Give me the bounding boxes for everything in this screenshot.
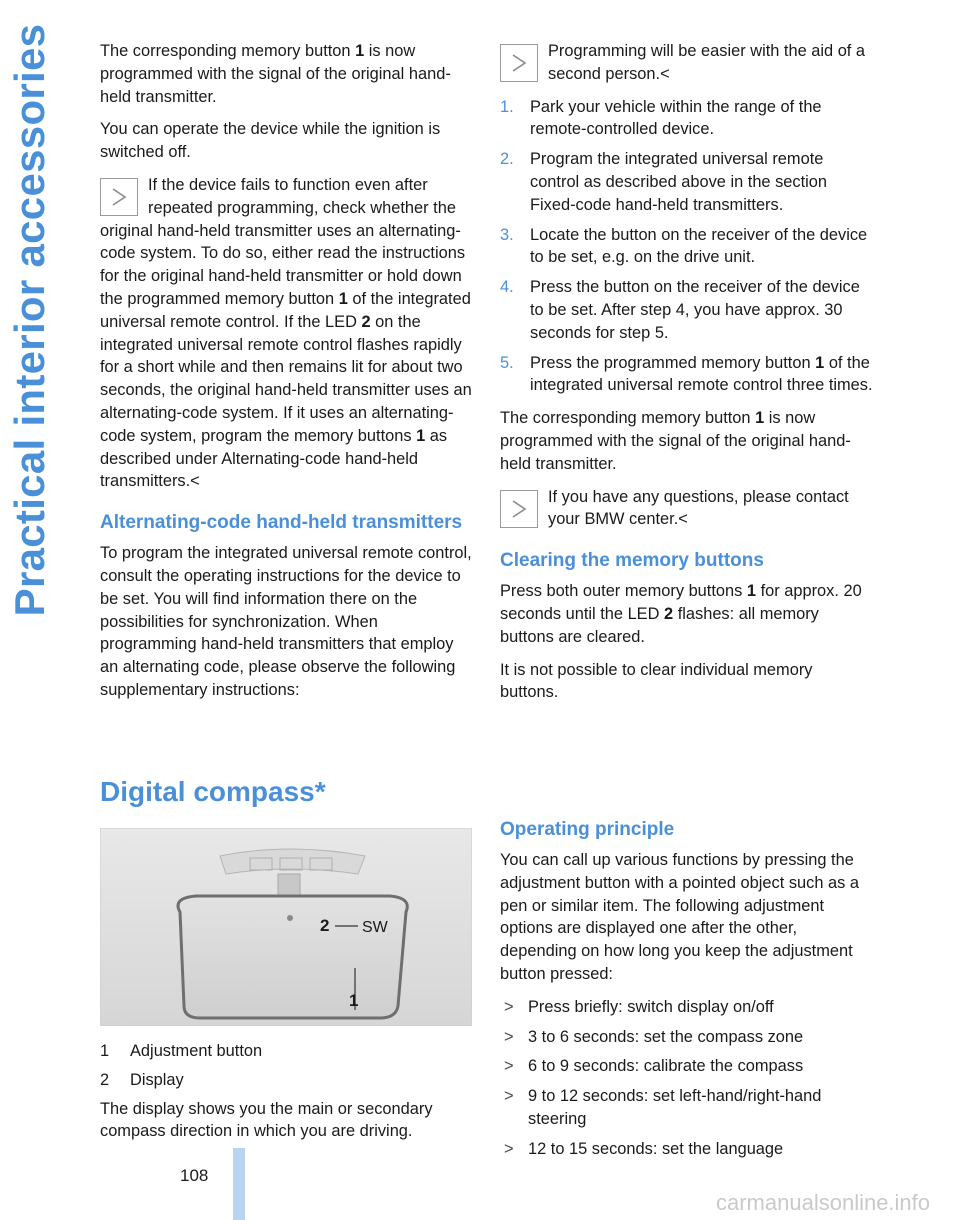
figure-caption: The display shows you the main or secondary compass direction in which you are driving.	[100, 1099, 433, 1141]
figure-label-1: 1	[349, 991, 359, 1010]
step-item: 3. Locate the button on the receiver of the device to be set, e.g. on the drive unit.	[500, 225, 868, 267]
option-item: > 6 to 9 seconds: calibrate the compass	[504, 1057, 804, 1076]
heading-alternating-code: Alternating-code hand-held transmitters	[100, 512, 463, 534]
note-second-person: Programming will be easier with the aid of a second person.<	[500, 40, 874, 86]
figure-display-text: SW	[362, 919, 388, 936]
paragraph-programmed: The corresponding memory button 1 is now programmed with the signal of the original hand-held transmitter.	[100, 42, 451, 106]
page-bar	[233, 1148, 245, 1220]
option-item: > 12 to 15 seconds: set the language	[504, 1139, 784, 1158]
figure-legend	[100, 1040, 472, 1143]
programming-steps	[500, 96, 874, 398]
side-title	[2, 23, 58, 617]
heading-digital-compass: Digital compass*	[100, 776, 326, 807]
paragraph-alternating-instructions: To program the integrated universal remote control, consult the operating instructions for the device to be set. You will find information there on the possibilities for synchronization. When programming hand-held transmitters that employ an alternating code, please observe the following supplementary instructions:	[100, 544, 472, 699]
step-item: 2. Program the integrated universal remote control as described above in the section Fixed-code hand-held transmitters.	[500, 150, 828, 214]
paragraph-ignition: You can operate the device while the ignition is switched off.	[100, 120, 441, 162]
heading-clearing: Clearing the memory buttons	[500, 550, 764, 572]
paragraph-clear-individual: It is not possible to clear individual memory buttons.	[500, 660, 813, 702]
operating-principle	[500, 818, 874, 1168]
note-arrow-icon	[500, 44, 538, 82]
paragraph-operating: You can call up various functions by pressing the adjustment button with a pointed object such as a pen or similar item. The following adjustment options are displayed one after the other, depending on how long you keep the adjustment button pressed:	[500, 851, 860, 983]
legend-item: 2 Display	[100, 1070, 184, 1089]
step-item: 1. Park your vehicle within the range of the remote-controlled device.	[500, 97, 822, 139]
figure-label-2: 2	[320, 916, 330, 935]
option-item: > 9 to 12 seconds: set left-hand/right-hand steering	[504, 1087, 822, 1128]
paragraph-clear-all: Press both outer memory buttons 1 for approx. 20 seconds until the LED 2 flashes: all memory buttons are cleared.	[500, 582, 862, 646]
page-number: 108	[180, 1166, 209, 1185]
option-list	[500, 996, 874, 1161]
step-item: 4. Press the button on the receiver of the device to be set. After step 4, you have approx. 30 seconds for step 5.	[500, 278, 860, 342]
note-bmw-center: If you have any questions, please contact your BMW center.<	[500, 486, 874, 532]
end-marker: <	[190, 472, 200, 491]
side-title-text: Practical interior accessories	[6, 23, 53, 617]
heading-operating-principle: Operating principle	[500, 819, 675, 840]
right-column	[500, 40, 874, 714]
left-column	[100, 40, 472, 712]
legend-item: 1 Adjustment button	[100, 1042, 263, 1060]
mirror-figure	[100, 828, 472, 1026]
note-arrow-icon	[500, 490, 538, 528]
step-item: 5. Press the programmed memory button 1 of the integrated universal remote control three times.	[500, 353, 873, 395]
paragraph-programmed-2: The corresponding memory button 1 is now programmed with the signal of the original hand-held transmitter.	[500, 409, 851, 473]
option-item: > Press briefly: switch display on/off	[504, 997, 774, 1016]
watermark: carmanualsonline.info	[716, 1190, 931, 1215]
note-alternating-check: If the device fails to function even after repeated programming, check whether the original hand-held transmitter uses an alternating-code system. To do so, either read the instructions for the original hand-held transmitter or hold down the programmed memory button 1 of the integrated universal remote control. If the LED 2 on the integrated universal remote control flashes rapidly for a short while and then remains lit for about two seconds, the original hand-held transmitter uses an alternating-code system. If it uses an alternating-code system, program the memory buttons 1 as described under Alternating-code hand-held transmitters.<	[100, 175, 472, 491]
option-item: > 3 to 6 seconds: set the compass zone	[504, 1027, 804, 1046]
note-arrow-icon	[100, 178, 138, 216]
